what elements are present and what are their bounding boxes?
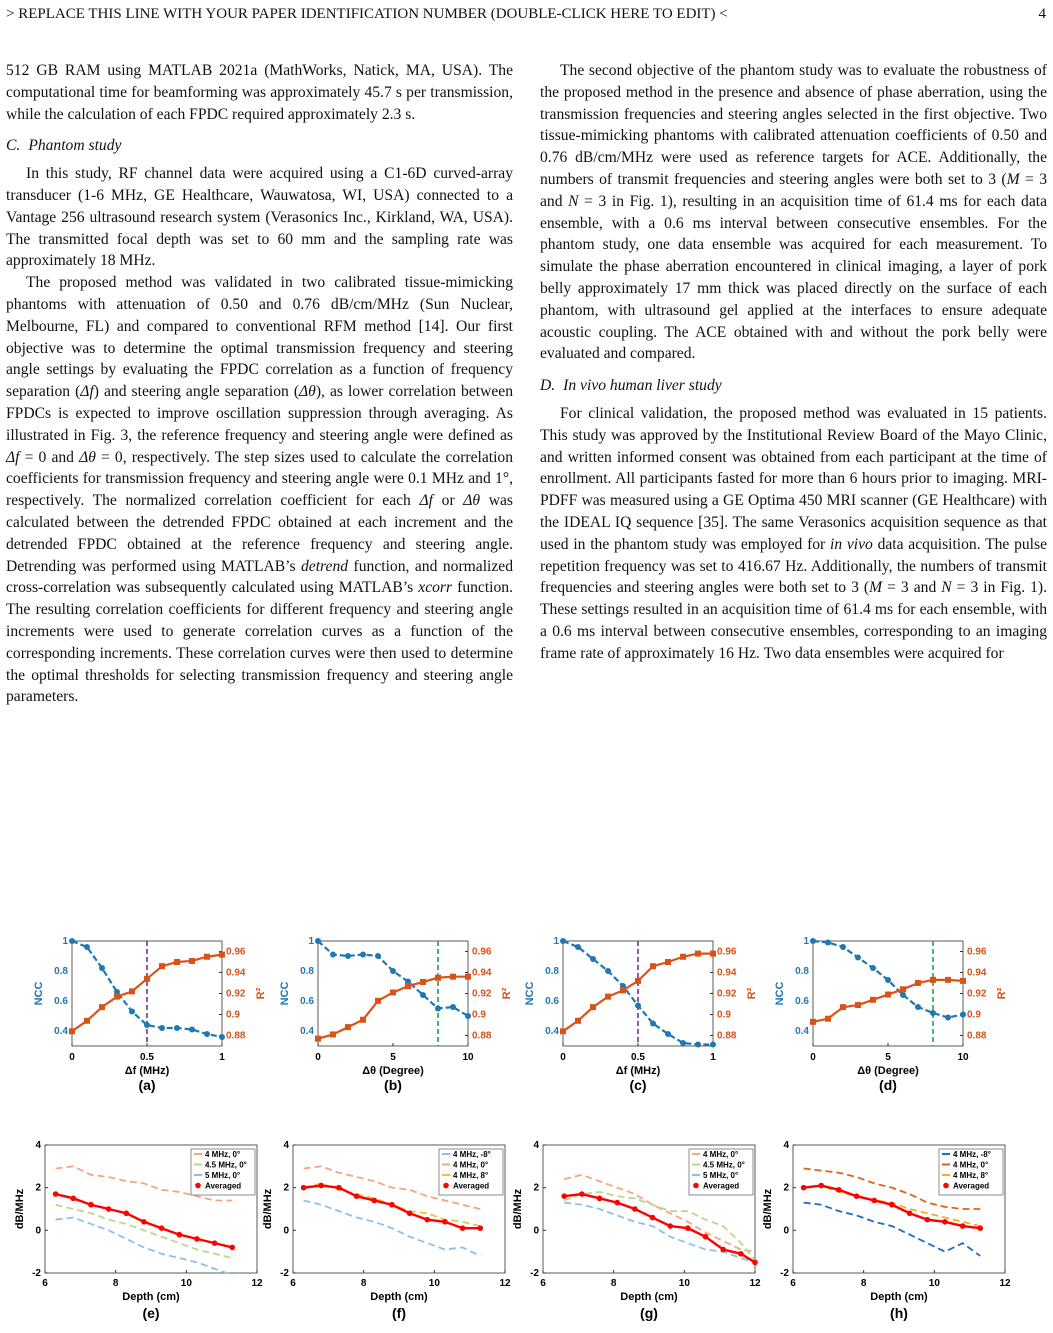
legend-entry: 5 MHz, 0° — [205, 1171, 241, 1180]
chart-panel-f — [262, 1140, 511, 1321]
series-point — [301, 1185, 307, 1191]
x-axis-label: Δf (MHz) — [124, 1065, 170, 1077]
ncc-point — [825, 940, 831, 946]
r2-point — [840, 1004, 846, 1010]
ncc-point — [69, 938, 75, 944]
ncc-point — [695, 1042, 701, 1048]
r2-point — [219, 952, 225, 958]
y-tick-label-left: 0.4 — [545, 1026, 559, 1037]
ncc-point — [635, 1003, 641, 1009]
y-tick-label: 0 — [533, 1225, 539, 1237]
x-axis-label: Δθ (Degree) — [362, 1065, 424, 1077]
r2-point — [915, 980, 921, 986]
r2-point — [420, 979, 426, 985]
x-tick-label: 0.5 — [631, 1052, 645, 1063]
ncc-point — [710, 1042, 716, 1048]
y-axis-label-left: NCC — [774, 981, 786, 1006]
y-tick-label-right: 0.88 — [226, 1030, 246, 1042]
x-axis-label: Depth (cm) — [870, 1291, 928, 1303]
ncc-point — [450, 1004, 456, 1010]
ncc-point — [219, 1034, 225, 1040]
ncc-point — [680, 1040, 686, 1046]
panel-label: (h) — [890, 1305, 908, 1321]
x-tick-label: 10 — [462, 1052, 474, 1063]
running-title: > REPLACE THIS LINE WITH YOUR PAPER IDENTIFICATION NUMBER (DOUBLE-CLICK HERE TO EDIT) < — [6, 6, 728, 22]
r2-point — [159, 963, 165, 969]
x-tick-label: 6 — [290, 1278, 296, 1289]
ncc-point — [810, 938, 816, 944]
series-point — [579, 1191, 585, 1197]
series-point — [801, 1185, 807, 1191]
x-tick-label: 12 — [251, 1278, 263, 1289]
r2-series-line — [813, 980, 963, 1022]
y-tick-label-right: 0.94 — [226, 967, 246, 979]
r2-point — [575, 1018, 581, 1024]
y-tick-label-right: 0.88 — [472, 1030, 492, 1042]
r2-point — [174, 959, 180, 965]
y-tick-label: 4 — [533, 1140, 539, 1151]
legend-entry: 4 MHz, 0° — [703, 1150, 739, 1159]
legend-marker — [693, 1183, 699, 1189]
ncc-point — [885, 977, 891, 983]
y-tick-label-right: 0.88 — [967, 1030, 987, 1042]
figure-3 — [0, 935, 1053, 1325]
y-tick-label-right: 0.92 — [226, 988, 246, 1000]
legend-entry: 4 MHz, 0° — [953, 1160, 989, 1170]
r2-point — [144, 976, 150, 982]
chart-panel-h — [762, 1140, 1011, 1321]
series-point — [407, 1210, 413, 1216]
y-tick-label: 2 — [283, 1182, 289, 1194]
x-tick-label: 5 — [885, 1052, 891, 1063]
r2-point — [620, 987, 626, 993]
r2-point — [825, 1016, 831, 1022]
series-point — [836, 1187, 842, 1193]
page-number: 4 — [1038, 6, 1046, 22]
y-tick-label-left: 1 — [803, 936, 809, 947]
series-point — [854, 1193, 860, 1199]
r2-point — [69, 1028, 75, 1034]
y-tick-label-left: 0.8 — [300, 966, 314, 977]
y-tick-label-right: 0.9 — [717, 1009, 731, 1021]
series-point — [977, 1225, 983, 1231]
y-tick-label-right: 0.94 — [472, 967, 492, 979]
series-line — [304, 1200, 481, 1255]
x-axis-label: Δf (MHz) — [615, 1065, 661, 1077]
ncc-point — [390, 968, 396, 974]
x-tick-label: 8 — [360, 1278, 367, 1289]
series-point — [907, 1210, 913, 1216]
legend-marker — [943, 1183, 949, 1189]
y-tick-label-left: 1 — [553, 936, 559, 947]
y-tick-label-right: 0.92 — [967, 988, 987, 1000]
ncc-point — [575, 944, 581, 950]
y-tick-label-left: 0.8 — [545, 966, 559, 977]
legend-entry: 4 MHz, 8° — [953, 1171, 989, 1180]
series-point — [720, 1247, 726, 1253]
paragraph: The second objective of the phantom study was to evaluate the robustness of the proposed method in the presence and absence of phase aberration, using the transmission frequencies and steering angles selected in the first objective. Two tissue-mimicking phantoms with calibrated attenuation coefficients of 0.50 and 0.76 dB/cm/MHz were used as reference targets for ACE. Additionally, the numbers of transmit frequencies and steering angles were both set to 3 (M = 3 and N = 3 in Fig. 1), resulting in an acquisition time of 61.4 ms for each data ensemble, with a 0.6 ms interval between consecutive ensembles. For the phantom study, one data ensemble was acquired for each measurement. To simulate the phase aberration encountered in clinical imaging, a layer of pork belly approximately 17 mm thick was placed directly on the surface of each phantom, with ultrasound gel applied at the interfaces to ensure adequate acoustic coupling. The ACE obtained with and without the pork belly were evaluated and compared. — [540, 62, 1047, 363]
legend-entry: Averaged — [953, 1181, 990, 1191]
r2-point — [635, 978, 641, 984]
ncc-point — [840, 944, 846, 950]
series-point — [738, 1251, 744, 1257]
series-point — [212, 1240, 218, 1246]
legend-entry: 4 MHz, -8° — [453, 1150, 491, 1159]
chart-panel-c — [524, 936, 758, 1093]
x-tick-label: 1 — [219, 1052, 225, 1063]
series-point — [318, 1183, 324, 1189]
r2-point — [560, 1028, 566, 1034]
r2-point — [330, 1031, 336, 1037]
y-tick-label-right: 0.9 — [967, 1009, 981, 1021]
legend-entry: 4 MHz, 8° — [453, 1171, 489, 1180]
series-point — [106, 1206, 112, 1212]
y-axis-label-left: NCC — [524, 981, 536, 1006]
legend-marker — [443, 1183, 449, 1189]
x-tick-label: 10 — [957, 1052, 969, 1063]
y-tick-label: 0 — [283, 1225, 289, 1237]
ncc-point — [590, 956, 596, 962]
x-tick-label: 8 — [112, 1278, 119, 1289]
chart-panel-e — [14, 1140, 263, 1321]
x-tick-label: 10 — [428, 1278, 440, 1289]
panel-label: (a) — [138, 1077, 156, 1093]
paragraph: For clinical validation, the proposed method was evaluated in 15 patients. This study was approved by the Institutional Review Board of the Mayo Clinic, and written informed consent was obtained from each participant at the time of enrollment. All participants fasted for more than 6 hours prior to imaging. MRI-PDFF was measured using a GE Optima 450 MRI scanner (GE Healthcare) with the IDEAL IQ sequence [35]. The same Verasonics acquisition sequence as that used in the phantom study was employed for in vivo data acquisition. The pulse repetition frequency was set to 416.67 Hz. Additionally, the numbers of transmit frequencies and steering angles were both set to 3 (M = 3 and N = 3 in Fig. 1). These settings resulted in an acquisition time of 61.4 ms for each ensemble, with a 0.6 ms interval between consecutive ensembles, corresponding to an imaging frame rate of approximately 16 Hz. Two data ensembles were acquired for — [540, 404, 1047, 662]
ncc-point — [189, 1027, 195, 1033]
series-line — [56, 1205, 233, 1258]
series-point — [229, 1245, 235, 1251]
chart-panel-d — [774, 936, 1008, 1093]
x-tick-label: 12 — [499, 1278, 511, 1289]
r2-point — [405, 983, 411, 989]
ncc-series-line — [318, 941, 468, 1016]
series-point — [123, 1210, 129, 1216]
x-tick-label: 0 — [560, 1052, 566, 1063]
chart-panel-a — [33, 936, 267, 1093]
x-tick-label: 12 — [999, 1278, 1011, 1289]
y-tick-label: 0 — [35, 1225, 41, 1237]
x-tick-label: 0 — [810, 1052, 816, 1063]
r2-point — [129, 988, 135, 994]
series-point — [442, 1219, 448, 1225]
series-line — [56, 1218, 233, 1276]
panel-label: (g) — [640, 1305, 658, 1321]
legend-entry: Averaged — [453, 1181, 490, 1191]
ncc-point — [420, 992, 426, 998]
x-axis-label: Δθ (Degree) — [857, 1065, 919, 1077]
ncc-point — [375, 953, 381, 959]
ncc-point — [605, 968, 611, 974]
r2-point — [84, 1018, 90, 1024]
panel-label: (f) — [392, 1305, 406, 1321]
series-point — [88, 1202, 94, 1208]
ncc-point — [204, 1031, 210, 1037]
legend-entry: 4 MHz, -8° — [953, 1150, 991, 1159]
y-tick-label: -2 — [780, 1268, 789, 1279]
x-tick-label: 6 — [42, 1278, 48, 1289]
ncc-point — [650, 1021, 656, 1027]
ncc-point — [99, 965, 105, 971]
series-point — [632, 1206, 638, 1212]
y-tick-label-left: 0.8 — [795, 966, 809, 977]
series-point — [194, 1236, 200, 1242]
ncc-point — [84, 944, 90, 950]
series-point — [477, 1225, 483, 1231]
r2-point — [204, 954, 210, 960]
x-tick-label: 0 — [69, 1052, 75, 1063]
x-tick-label: 12 — [749, 1278, 761, 1289]
series-point — [752, 1260, 758, 1266]
ncc-point — [560, 938, 566, 944]
y-axis-label-left: NCC — [33, 981, 45, 1006]
paragraph: 512 GB RAM using MATLAB 2021a (MathWorks, Natick, MA, USA). The computational time for beamforming was approximately 45.7 s per transmission, while the calculation of each FPDC required approximately 2.3 s. — [6, 62, 513, 123]
series-point — [371, 1198, 377, 1204]
x-tick-label: 6 — [790, 1278, 796, 1289]
series-point — [141, 1219, 147, 1225]
legend-entry: 4 MHz, 0° — [453, 1160, 489, 1170]
series-line — [564, 1203, 755, 1263]
ncc-point — [915, 1004, 921, 1010]
y-tick-label: 4 — [283, 1140, 289, 1151]
ncc-point — [960, 1012, 966, 1018]
y-tick-label-left: 0.6 — [300, 996, 314, 1007]
y-tick-label-right: 0.96 — [472, 946, 492, 958]
series-point — [650, 1215, 656, 1221]
r2-point — [960, 978, 966, 984]
y-axis-label: dB/MHz — [262, 1188, 274, 1230]
ncc-point — [144, 1022, 150, 1028]
legend-entry: 4.5 MHz, 0° — [703, 1160, 745, 1170]
x-tick-label: 8 — [860, 1278, 867, 1289]
r2-point — [855, 1002, 861, 1008]
r2-point — [605, 994, 611, 1000]
y-tick-label-right: 0.92 — [472, 988, 492, 1000]
x-tick-label: 10 — [678, 1278, 690, 1289]
series-point — [561, 1193, 567, 1199]
series-point — [389, 1202, 395, 1208]
y-tick-label-left: 1 — [62, 936, 68, 947]
y-axis-label: dB/MHz — [14, 1188, 26, 1230]
y-tick-label-left: 0.4 — [300, 1026, 314, 1037]
series-point — [597, 1196, 603, 1202]
y-axis-label-right: R² — [996, 987, 1008, 1000]
r2-point — [870, 997, 876, 1003]
x-tick-label: 1 — [710, 1052, 716, 1063]
series-point — [159, 1225, 165, 1231]
paragraph: The proposed method was validated in two calibrated tissue-mimicking phantoms with attenuation of 0.50 and 0.76 dB/cm/MHz (Sun Nuclear, Melbourne, FL) and compared to conventional RFM method [14]. Our first objective was to determine the optimal transmission frequency and steering angle settings by evaluating the FPDC correlation as a function of frequency separation (Δf) and steering angle separation (Δθ), as lower correlation between FPDCs is expected to improve oscillation suppression through averaging. As illustrated in Fig. 3, the reference frequency and steering angle were defined as Δf = 0 and Δθ = 0, respectively. The step sizes used to calculate the correlation coefficients for transmission frequency and steering angle were 0.1 MHz and 1°, respectively. The normalized correlation coefficient for each Δf or Δθ was calculated between the detrended FPDC obtained at each increment and the detrended FPDC obtained at the reference frequency and steering angle. Detrending was performed using MATLAB’s detrend function, and normalized cross-correlation was subsequently calculated using MATLAB’s xcorr function. The resulting correlation coefficients for different frequency and steering angle increments were used to generate correlation curves as a function of the corresponding increments. These correlation curves were then used to determine the optimal thresholds for selecting transmission frequency and steering angle parameters. — [6, 274, 514, 706]
series-point — [614, 1200, 620, 1206]
series-point — [176, 1232, 182, 1238]
y-tick-label: -2 — [32, 1268, 41, 1279]
y-axis-label: dB/MHz — [512, 1188, 524, 1230]
section-heading-c: C. Phantom study — [6, 137, 122, 155]
panel-label: (e) — [142, 1305, 160, 1321]
r2-point — [665, 959, 671, 965]
r2-point — [680, 954, 686, 960]
ncc-point — [129, 1009, 135, 1015]
panel-label: (c) — [629, 1077, 647, 1093]
y-tick-label-right: 0.94 — [717, 967, 737, 979]
r2-point — [345, 1024, 351, 1030]
legend-entry: Averaged — [703, 1181, 740, 1191]
ncc-point — [855, 955, 861, 961]
x-tick-label: 6 — [540, 1278, 546, 1289]
ncc-point — [900, 992, 906, 998]
y-axis-label-right: R² — [501, 987, 513, 1000]
x-axis-label: Depth (cm) — [370, 1291, 428, 1303]
r2-series-line — [318, 977, 468, 1039]
y-tick-label: 2 — [783, 1182, 789, 1194]
y-tick-label: 4 — [783, 1140, 789, 1151]
legend-entry: 5 MHz, 0° — [703, 1171, 739, 1180]
right-column — [540, 60, 1047, 665]
ncc-point — [315, 938, 321, 944]
legend-entry: Averaged — [205, 1181, 242, 1191]
r2-point — [710, 951, 716, 957]
y-tick-label: 2 — [35, 1182, 41, 1194]
series-point — [53, 1191, 59, 1197]
y-tick-label-right: 0.88 — [717, 1030, 737, 1042]
y-tick-label-right: 0.92 — [717, 988, 737, 1000]
y-tick-label-left: 0.4 — [54, 1026, 68, 1037]
ncc-point — [159, 1025, 165, 1031]
r2-point — [945, 977, 951, 983]
r2-point — [114, 994, 120, 1000]
ncc-point — [360, 952, 366, 958]
y-tick-label-left: 0.6 — [795, 996, 809, 1007]
r2-point — [375, 998, 381, 1004]
r2-point — [435, 975, 441, 981]
y-tick-label: 2 — [533, 1182, 539, 1194]
r2-point — [900, 986, 906, 992]
series-point — [924, 1217, 930, 1223]
y-tick-label: -2 — [530, 1268, 539, 1279]
ncc-point — [330, 952, 336, 958]
r2-point — [99, 1004, 105, 1010]
chart-panel-b — [279, 936, 513, 1093]
legend-marker — [195, 1183, 201, 1189]
ncc-point — [435, 1006, 441, 1012]
y-tick-label-left: 0.8 — [54, 966, 68, 977]
ncc-point — [945, 1015, 951, 1021]
y-tick-label: -2 — [280, 1268, 289, 1279]
series-point — [460, 1225, 466, 1231]
paragraph: In this study, RF channel data were acquired using a C1-6D curved-array transducer (1-6 MHz, GE Healthcare, Wauwatosa, WI, USA) connected to a Vantage 256 ultrasound research system (Verasonics Inc., Kirkland, WA, USA). The transmitted focal depth was set to 60 mm and the sampling rate was approximately 18 MHz. — [6, 165, 513, 270]
r2-point — [465, 974, 471, 980]
ncc-point — [174, 1025, 180, 1031]
running-header — [6, 6, 1046, 23]
x-tick-label: 0.5 — [140, 1052, 154, 1063]
ncc-point — [465, 1013, 471, 1019]
series-point — [70, 1196, 76, 1202]
legend-entry: 4.5 MHz, 0° — [205, 1160, 247, 1170]
y-axis-label-right: R² — [255, 987, 267, 1000]
series-point — [667, 1223, 673, 1229]
r2-point — [315, 1036, 321, 1042]
chart-panel-g — [512, 1140, 761, 1321]
series-point — [818, 1183, 824, 1189]
r2-point — [930, 977, 936, 983]
x-tick-label: 8 — [610, 1278, 617, 1289]
ncc-point — [345, 953, 351, 959]
section-heading-d: D. In vivo human liver study — [540, 377, 722, 395]
r2-point — [189, 958, 195, 964]
y-tick-label-left: 1 — [308, 936, 314, 947]
y-tick-label-right: 0.96 — [226, 946, 246, 958]
series-point — [354, 1193, 360, 1199]
r2-point — [695, 951, 701, 957]
r2-point — [590, 1004, 596, 1010]
r2-point — [650, 963, 656, 969]
panel-label: (d) — [879, 1077, 897, 1093]
series-point — [424, 1217, 430, 1223]
series-point — [960, 1223, 966, 1229]
r2-point — [810, 1019, 816, 1025]
y-axis-label-left: NCC — [279, 981, 291, 1006]
y-tick-label-right: 0.96 — [717, 946, 737, 958]
y-tick-label-right: 0.9 — [226, 1009, 240, 1021]
series-point — [685, 1225, 691, 1231]
y-tick-label-left: 0.6 — [54, 996, 68, 1007]
left-column — [6, 60, 513, 708]
r2-point — [390, 989, 396, 995]
y-tick-label-right: 0.9 — [472, 1009, 486, 1021]
x-tick-label: 10 — [928, 1278, 940, 1289]
ncc-point — [665, 1031, 671, 1037]
ncc-point — [930, 1010, 936, 1016]
y-axis-label: dB/MHz — [762, 1188, 774, 1230]
x-tick-label: 0 — [315, 1052, 321, 1063]
y-tick-label-left: 0.4 — [795, 1026, 809, 1037]
series-line — [804, 1203, 981, 1256]
x-axis-label: Depth (cm) — [122, 1291, 180, 1303]
y-tick-label: 0 — [783, 1225, 789, 1237]
ncc-point — [870, 965, 876, 971]
x-axis-label: Depth (cm) — [620, 1291, 678, 1303]
series-point — [703, 1234, 709, 1240]
series-point — [889, 1202, 895, 1208]
series-point — [336, 1185, 342, 1191]
r2-point — [360, 1017, 366, 1023]
x-tick-label: 5 — [390, 1052, 396, 1063]
panel-label: (b) — [384, 1077, 402, 1093]
y-tick-label-right: 0.96 — [967, 946, 987, 958]
y-tick-label: 4 — [35, 1140, 41, 1151]
r2-point — [450, 974, 456, 980]
legend-entry: 4 MHz, 0° — [205, 1150, 241, 1159]
y-tick-label-right: 0.94 — [967, 967, 987, 979]
x-tick-label: 10 — [180, 1278, 192, 1289]
y-axis-label-right: R² — [746, 987, 758, 1000]
series-point — [871, 1198, 877, 1204]
r2-point — [885, 992, 891, 998]
series-point — [942, 1219, 948, 1225]
y-tick-label-left: 0.6 — [545, 996, 559, 1007]
